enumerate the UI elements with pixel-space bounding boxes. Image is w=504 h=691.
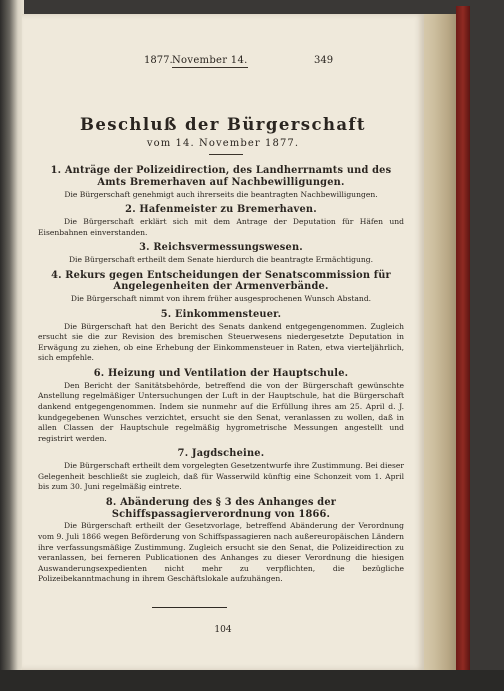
running-header xyxy=(22,55,424,69)
header-year: 1877. xyxy=(144,55,173,66)
document-page xyxy=(22,14,424,670)
section-8 xyxy=(38,497,404,585)
title-rule xyxy=(209,154,243,155)
resolutions-list xyxy=(38,165,404,589)
section-text: Die Bürgerschaft ertheilt dem vorgelegten Gesetzentwurfe ihre Zustimmung. Bei dieser Gelegenheit beschließt sie zugleich, daß für Wasserwild künftig eine Schonzeit vom 1. April bis zum 30. Juni regelmäßig eintrete. xyxy=(38,461,404,492)
section-text: Die Bürgerschaft ertheilt dem Senate hierdurch die beantragte Ermächtigung. xyxy=(68,254,374,264)
page-number: 349 xyxy=(314,55,334,66)
section-heading: 7. Jagdscheine. xyxy=(177,448,265,460)
section-heading: 8. Abänderung des § 3 des Anhanges der Schiffspassagierverordnung von 1866. xyxy=(105,496,337,520)
end-rule xyxy=(152,607,227,608)
section-5 xyxy=(38,309,404,364)
section-3 xyxy=(38,242,404,265)
section-heading: 4. Rekurs gegen Entscheidungen der Senatscommission für Angelegenheiten der Armenverbände. xyxy=(51,269,391,293)
book-cover-edge xyxy=(456,6,470,686)
sheet-number: 104 xyxy=(214,625,232,635)
section-2 xyxy=(38,204,404,238)
section-text: Den Bericht der Sanitätsbehörde, betreffend die von der Bürgerschaft gewünschte Anstellung regelmäßiger Untersuchungen der Luft in der Hauptschule, hat die Bürgerschaft dankend entgegengenommen. Indem sie nunmehr auf die Erfüllung ihres am 25. April d. J. kundgegebenen Wunsches verzichtet, ersucht sie den Senat, veranlassen zu wollen, daß in allen Classen der Hauptschule regelmäßig hygrometrische Messungen angestellt und registrirt werden. xyxy=(38,380,404,443)
section-6 xyxy=(38,368,404,444)
section-heading: 2. Hafenmeister zu Bremerhaven. xyxy=(125,204,317,216)
section-text: Die Bürgerschaft nimmt von ihrem früher ausgesprochenen Wunsch Abstand. xyxy=(70,294,372,304)
scan-background-bottom xyxy=(0,670,504,691)
document-title: Beschluß der Bürgerschaft xyxy=(80,115,366,134)
section-heading: 1. Anträge der Polizeidirection, des Landherrnamts und des Amts Bremerhaven auf Nachbewilligungen. xyxy=(50,165,392,188)
section-text: Die Bürgerschaft hat den Bericht des Senats dankend entgegengenommen. Zugleich ersucht sie die zur Revision des bremischen Steuerwesens niedergesetzte Deputation in Erwägung zu ziehen, ob eine Erhebung der Einkommensteuer in Raten, etwa vierteljährlich, sich empfehle. xyxy=(38,321,404,363)
section-heading: 5. Einkommensteuer. xyxy=(160,308,282,320)
section-text: Die Bürgerschaft genehmigt auch ihrerseits die beantragten Nachbewilligungen. xyxy=(64,189,378,199)
section-text: Die Bürgerschaft ertheilt der Gesetzvorlage, betreffend Abänderung der Verordnung vom 9. Juli 1866 wegen Beförderung von Schiffspassagieren nach außereuropäischen Ländern ihre verfassungsmäßige Zustimmung. Zugleich ersucht sie den Senat, die Polizeidirection zu veranlassen, bei ferneren Publicationen des Anhanges zu dieser Verordnung die hiesigen Auswanderungsexpedienten nicht mehr zu verpflichten, die bezügliche Polizeibekanntmachung in ihrem Geschäftslokale aufzuhängen. xyxy=(38,521,404,584)
document-subtitle: vom 14. November 1877. xyxy=(146,138,300,149)
section-heading: 6. Heizung und Ventilation der Hauptschule. xyxy=(93,367,349,379)
section-1 xyxy=(38,165,404,200)
header-date: November 14. xyxy=(172,55,248,66)
section-text: Die Bürgerschaft erklärt sich mit dem Antrage der Deputation für Häfen und Eisenbahnen einverstanden. xyxy=(38,216,404,237)
section-7 xyxy=(38,448,404,493)
scan-background-left xyxy=(0,0,24,691)
section-heading: 3. Reichsvermessungswesen. xyxy=(139,242,303,254)
section-4 xyxy=(38,270,404,305)
